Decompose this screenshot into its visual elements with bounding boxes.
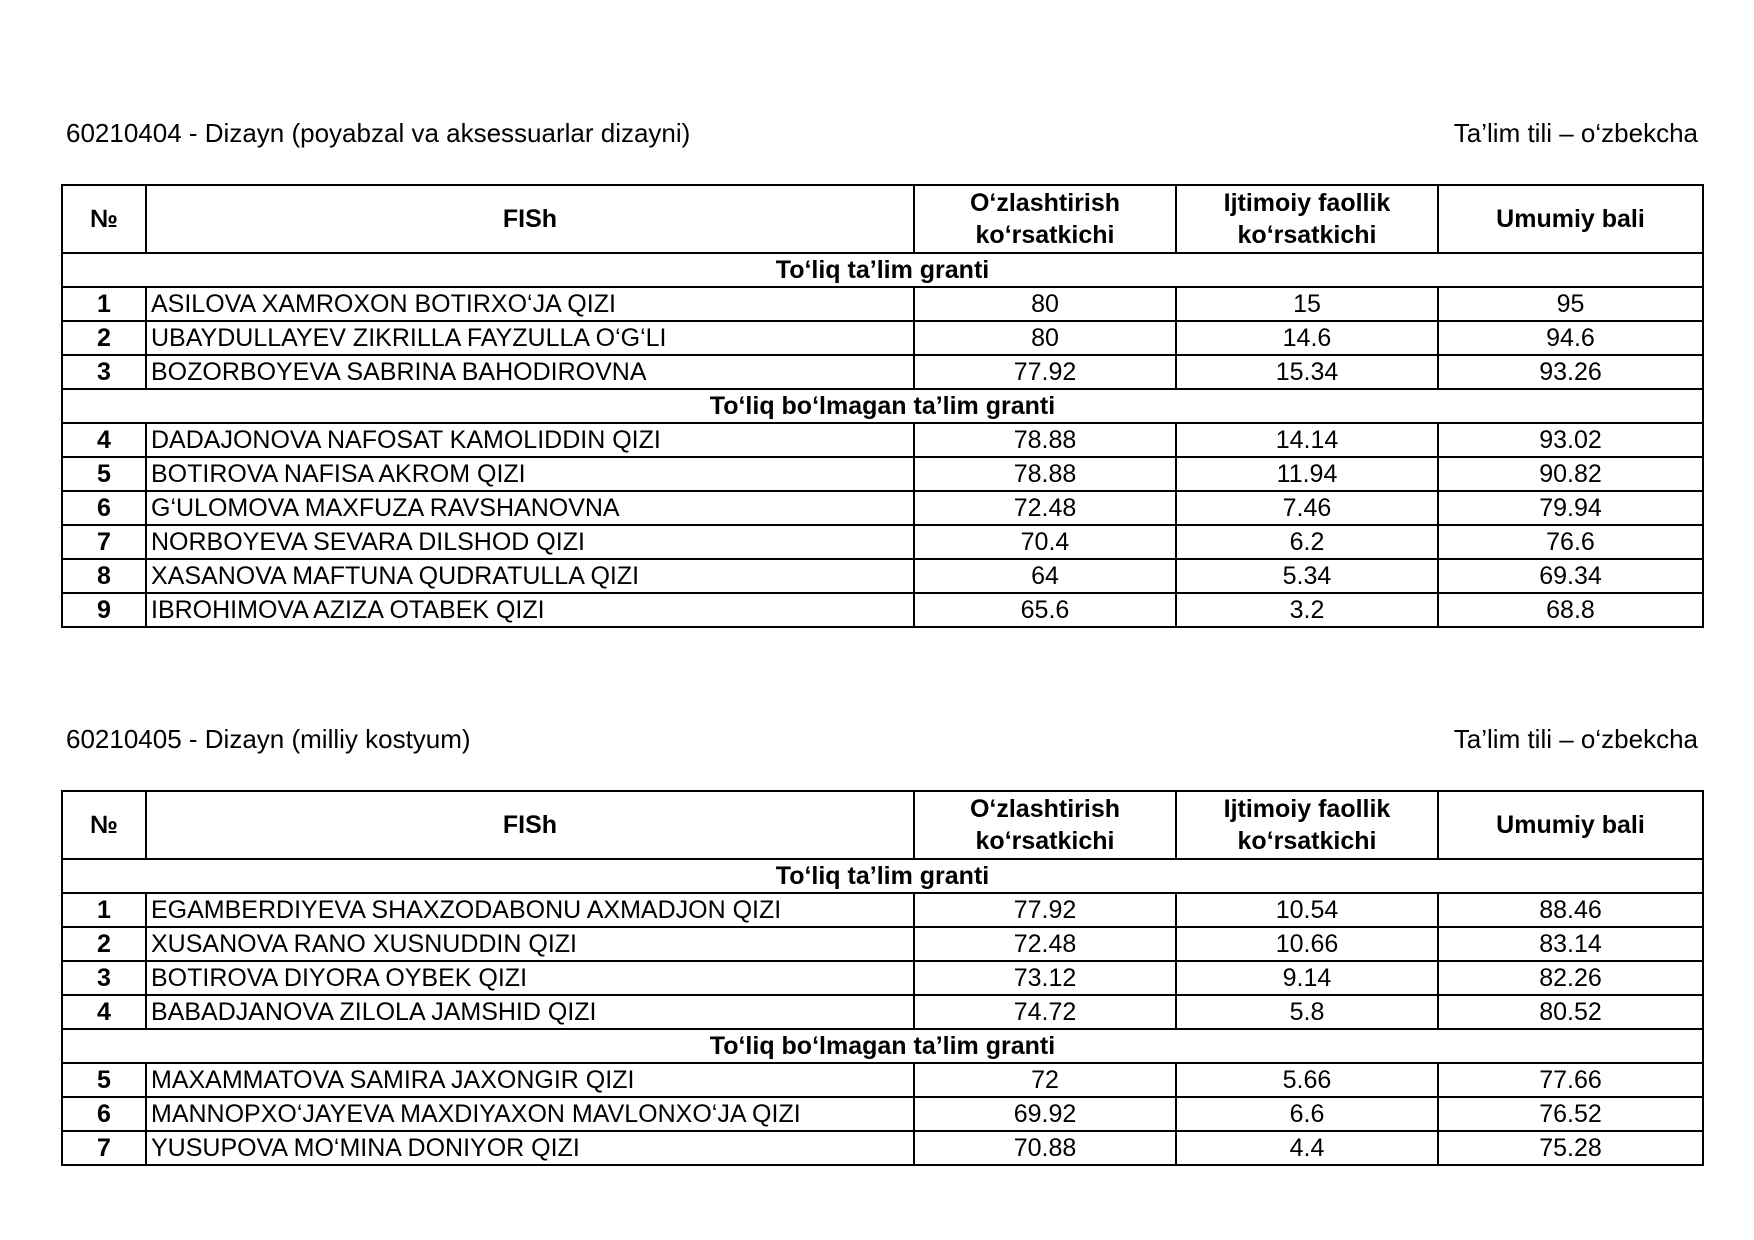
table-row xyxy=(62,593,1703,627)
row-number: 3 xyxy=(62,961,146,995)
row-number: 1 xyxy=(62,287,146,321)
ozlashtirish-score: 80 xyxy=(914,321,1176,355)
group-row xyxy=(62,253,1703,287)
group-label: To‘liq bo‘lmagan ta’lim granti xyxy=(62,1029,1703,1063)
table-row xyxy=(62,559,1703,593)
table-row xyxy=(62,423,1703,457)
ozlashtirish-score: 74.72 xyxy=(914,995,1176,1029)
ozlashtirish-score: 77.92 xyxy=(914,355,1176,389)
header-row xyxy=(62,185,1703,253)
student-name: XASANOVA MAFTUNA QUDRATULLA QIZI xyxy=(146,559,914,593)
header-num: № xyxy=(62,791,146,859)
table-body xyxy=(62,253,1703,627)
results-table xyxy=(61,790,1704,1166)
header-o-line1: O‘zlashtirish xyxy=(969,795,1121,823)
total-score: 79.94 xyxy=(1438,491,1703,525)
ozlashtirish-score: 72 xyxy=(914,1063,1176,1097)
table-body xyxy=(62,859,1703,1165)
ijtimoiy-score: 10.66 xyxy=(1176,927,1438,961)
ijtimoiy-score: 15.34 xyxy=(1176,355,1438,389)
ozlashtirish-score: 70.88 xyxy=(914,1131,1176,1165)
student-name: BOZORBOYEVA SABRINA BAHODIROVNA xyxy=(146,355,914,389)
student-name: BOTIROVA NAFISA AKROM QIZI xyxy=(146,457,914,491)
student-name: YUSUPOVA MO‘MINA DONIYOR QIZI xyxy=(146,1131,914,1165)
total-score: 93.02 xyxy=(1438,423,1703,457)
row-number: 8 xyxy=(62,559,146,593)
header-total: Umumiy bali xyxy=(1438,791,1703,859)
ozlashtirish-score: 73.12 xyxy=(914,961,1176,995)
row-number: 4 xyxy=(62,423,146,457)
total-score: 77.66 xyxy=(1438,1063,1703,1097)
ozlashtirish-score: 64 xyxy=(914,559,1176,593)
table-row xyxy=(62,355,1703,389)
header-ozlashtirish xyxy=(914,185,1176,253)
total-score: 76.6 xyxy=(1438,525,1703,559)
student-name: IBROHIMOVA AZIZA OTABEK QIZI xyxy=(146,593,914,627)
ozlashtirish-score: 70.4 xyxy=(914,525,1176,559)
table-row xyxy=(62,1097,1703,1131)
student-name: ASILOVA XAMROXON BOTIRXO‘JA QIZI xyxy=(146,287,914,321)
program-title: 60210404 - Dizayn (poyabzal va aksessuarlar dizayni) xyxy=(66,118,691,148)
ijtimoiy-score: 11.94 xyxy=(1176,457,1438,491)
ozlashtirish-score: 78.88 xyxy=(914,457,1176,491)
row-number: 2 xyxy=(62,321,146,355)
ozlashtirish-score: 69.92 xyxy=(914,1097,1176,1131)
total-score: 93.26 xyxy=(1438,355,1703,389)
total-score: 94.6 xyxy=(1438,321,1703,355)
row-number: 5 xyxy=(62,1063,146,1097)
ijtimoiy-score: 5.34 xyxy=(1176,559,1438,593)
header-row xyxy=(62,791,1703,859)
total-score: 90.82 xyxy=(1438,457,1703,491)
group-label: To‘liq ta’lim granti xyxy=(62,859,1703,893)
ozlashtirish-score: 78.88 xyxy=(914,423,1176,457)
header-i-line2: ko‘rsatkichi xyxy=(1237,221,1377,249)
row-number: 1 xyxy=(62,893,146,927)
ozlashtirish-score: 72.48 xyxy=(914,491,1176,525)
total-score: 69.34 xyxy=(1438,559,1703,593)
ijtimoiy-score: 6.2 xyxy=(1176,525,1438,559)
group-label: To‘liq ta’lim granti xyxy=(62,253,1703,287)
total-score: 82.26 xyxy=(1438,961,1703,995)
student-name: EGAMBERDIYEVA SHAXZODABONU AXMADJON QIZI xyxy=(146,893,914,927)
table-row xyxy=(62,525,1703,559)
section-caption xyxy=(0,118,1754,154)
student-name: BABADJANOVA ZILOLA JAMSHID QIZI xyxy=(146,995,914,1029)
group-label: To‘liq bo‘lmagan ta’lim granti xyxy=(62,389,1703,423)
student-name: BOTIROVA DIYORA OYBEK QIZI xyxy=(146,961,914,995)
header-ijtimoiy xyxy=(1176,185,1438,253)
header-o-line1: O‘zlashtirish xyxy=(969,189,1121,217)
header-o-line2: ko‘rsatkichi xyxy=(975,221,1115,249)
header-o-line2: ko‘rsatkichi xyxy=(975,827,1115,855)
total-score: 75.28 xyxy=(1438,1131,1703,1165)
ijtimoiy-score: 5.66 xyxy=(1176,1063,1438,1097)
ijtimoiy-score: 4.4 xyxy=(1176,1131,1438,1165)
student-name: NORBOYEVA SEVARA DILSHOD QIZI xyxy=(146,525,914,559)
table-row xyxy=(62,1131,1703,1165)
total-score: 88.46 xyxy=(1438,893,1703,927)
total-score: 68.8 xyxy=(1438,593,1703,627)
student-name: DADAJONOVA NAFOSAT KAMOLIDDIN QIZI xyxy=(146,423,914,457)
header-num: № xyxy=(62,185,146,253)
group-row xyxy=(62,1029,1703,1063)
table-row xyxy=(62,927,1703,961)
ijtimoiy-score: 3.2 xyxy=(1176,593,1438,627)
header-ijtimoiy xyxy=(1176,791,1438,859)
row-number: 7 xyxy=(62,525,146,559)
header-ozlashtirish xyxy=(914,791,1176,859)
header-total: Umumiy bali xyxy=(1438,185,1703,253)
table-row xyxy=(62,961,1703,995)
table-row xyxy=(62,893,1703,927)
row-number: 2 xyxy=(62,927,146,961)
ijtimoiy-score: 6.6 xyxy=(1176,1097,1438,1131)
header-i-line1: Ijtimoiy faollik xyxy=(1223,795,1391,823)
student-name: UBAYDULLAYEV ZIKRILLA FAYZULLA O‘G‘LI xyxy=(146,321,914,355)
table-row xyxy=(62,1063,1703,1097)
program-title: 60210405 - Dizayn (milliy kostyum) xyxy=(66,724,471,754)
ozlashtirish-score: 80 xyxy=(914,287,1176,321)
results-table xyxy=(61,184,1704,628)
row-number: 7 xyxy=(62,1131,146,1165)
ijtimoiy-score: 7.46 xyxy=(1176,491,1438,525)
total-score: 76.52 xyxy=(1438,1097,1703,1131)
ozlashtirish-score: 65.6 xyxy=(914,593,1176,627)
total-score: 83.14 xyxy=(1438,927,1703,961)
group-row xyxy=(62,389,1703,423)
section-poyabzal xyxy=(0,118,1754,624)
total-score: 80.52 xyxy=(1438,995,1703,1029)
row-number: 5 xyxy=(62,457,146,491)
ozlashtirish-score: 72.48 xyxy=(914,927,1176,961)
table-row xyxy=(62,287,1703,321)
section-milliy-kostyum xyxy=(0,724,1754,1162)
ijtimoiy-score: 14.14 xyxy=(1176,423,1438,457)
table-row xyxy=(62,457,1703,491)
header-name: FISh xyxy=(146,185,914,253)
ijtimoiy-score: 9.14 xyxy=(1176,961,1438,995)
section-caption xyxy=(0,724,1754,760)
row-number: 6 xyxy=(62,491,146,525)
group-row xyxy=(62,859,1703,893)
ijtimoiy-score: 14.6 xyxy=(1176,321,1438,355)
row-number: 9 xyxy=(62,593,146,627)
header-name: FISh xyxy=(146,791,914,859)
header-i-line1: Ijtimoiy faollik xyxy=(1223,189,1391,217)
student-name: MAXAMMATOVA SAMIRA JAXONGIR QIZI xyxy=(146,1063,914,1097)
header-i-line2: ko‘rsatkichi xyxy=(1237,827,1377,855)
ijtimoiy-score: 5.8 xyxy=(1176,995,1438,1029)
total-score: 95 xyxy=(1438,287,1703,321)
student-name: XUSANOVA RANO XUSNUDDIN QIZI xyxy=(146,927,914,961)
student-name: MANNOPXO‘JAYEVA MAXDIYAXON MAVLONXO‘JA QIZI xyxy=(146,1097,914,1131)
student-name: G‘ULOMOVA MAXFUZA RAVSHANOVNA xyxy=(146,491,914,525)
row-number: 6 xyxy=(62,1097,146,1131)
table-row xyxy=(62,491,1703,525)
ijtimoiy-score: 15 xyxy=(1176,287,1438,321)
table-row xyxy=(62,321,1703,355)
row-number: 4 xyxy=(62,995,146,1029)
row-number: 3 xyxy=(62,355,146,389)
table-row xyxy=(62,995,1703,1029)
language-label: Ta’lim tili – o‘zbekcha xyxy=(1453,724,1698,754)
ozlashtirish-score: 77.92 xyxy=(914,893,1176,927)
language-label: Ta’lim tili – o‘zbekcha xyxy=(1453,118,1698,148)
ijtimoiy-score: 10.54 xyxy=(1176,893,1438,927)
